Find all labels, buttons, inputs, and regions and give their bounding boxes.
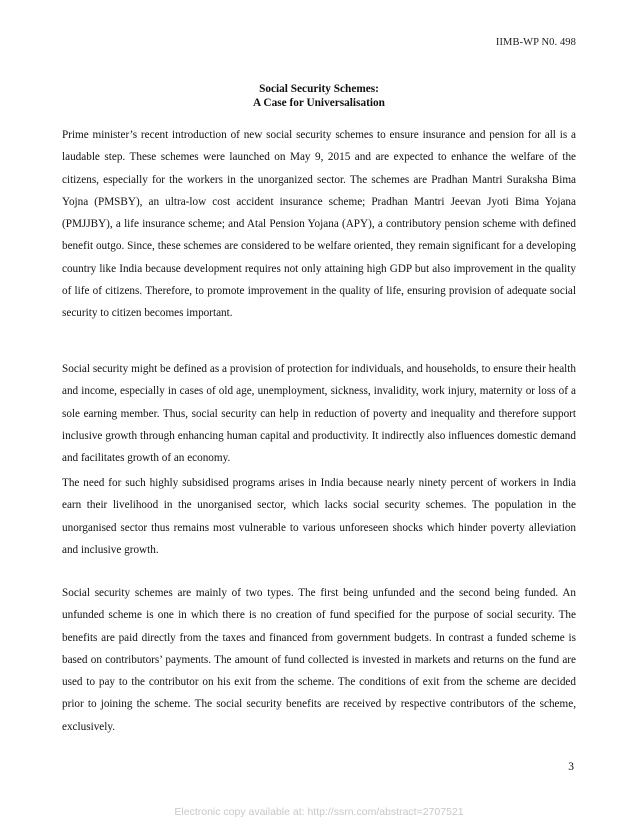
- page-number: 3: [568, 761, 574, 773]
- body-paragraph-4: Social security schemes are mainly of two types. The first being unfunded and the second being funded. An unfunded scheme is one in which there is no creation of fund specified for the purpose of social security. The benefits are paid directly from the taxes and financed from government budgets. In contrast a funded scheme is based on contributors’ payments. The amount of fund collected is invested in markets and returns on the fund are used to pay to the contributor on his exit from the scheme. The conditions of exit from the scheme are decided prior to joining the scheme. The social security benefits are received by respective contributors of the scheme, exclusively.: [62, 587, 576, 733]
- title-line-1: Social Security Schemes:: [259, 83, 379, 95]
- body-paragraph-3: The need for such highly subsidised programs arises in India because nearly ninety percent of workers in India earn their livelihood in the unorganised sector, which lacks social security schemes. The population in the unorganised sector thus remains most vulnerable to various unforeseen shocks which hinder poverty alleviation and inclusive growth.: [62, 477, 576, 556]
- body-paragraph-2: Social security might be defined as a provision of protection for individuals, and households, to ensure their health and income, especially in cases of old age, unemployment, sickness, invalidity, work injury, maternity or loss of a sole earning member. Thus, social security can help in reduction of poverty and inequality and therefore support inclusive growth through enhancing human capital and productivity. It indirectly also influences domestic demand and facilitates growth of an economy.: [62, 363, 576, 465]
- paper-id-header: IIMB-WP N0. 498: [495, 37, 576, 48]
- body-paragraph-1: Prime minister’s recent introduction of new social security schemes to ensure insurance and pension for all is a laudable step. These schemes were launched on May 9, 2015 and are expected to enhance the welfare of the citizens, especially for the workers in the unorganized sector. The schemes are Pradhan Mantri Suraksha Bima Yojna (PMSBY), an ultra-low cost accident insurance scheme; Pradhan Mantri Jeevan Jyoti Bima Yojana (PMJJBY), a life insurance scheme; and Atal Pension Yojana (APY), a contributory pension scheme with defined benefit outgo. Since, these schemes are considered to be welfare oriented, they remain significant for a developing country like India because development requires not only attaining high GDP but also improvement in the quality of life of citizens. Therefore, to promote improvement in the quality of life, ensuring provision of adequate social security to citizen becomes important.: [62, 129, 576, 320]
- ssrn-footer-link[interactable]: Electronic copy available at: http://ssrn.com/abstract=2707521: [174, 806, 464, 818]
- title-line-2: A Case for Universalisation: [253, 97, 385, 109]
- paper-title: [0, 82, 638, 110]
